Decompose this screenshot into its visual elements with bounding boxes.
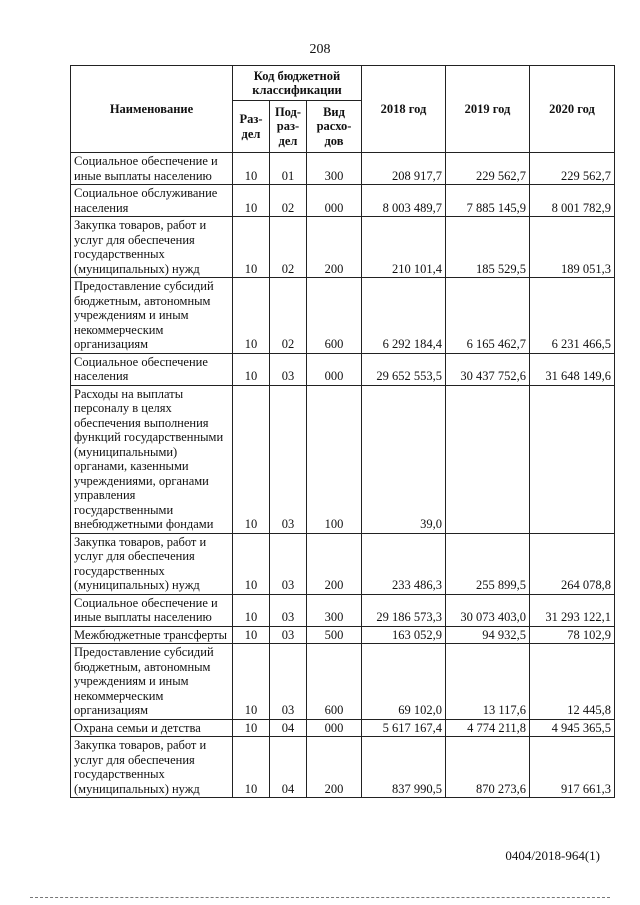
header-row-1 [71,66,615,101]
cell-pr: 02 [270,217,307,278]
cell-vr: 600 [307,644,362,720]
cell-pr: 03 [270,644,307,720]
cell-vr: 000 [307,353,362,385]
cell-vr: 300 [307,153,362,185]
cell-vr: 200 [307,217,362,278]
cell-pr: 03 [270,533,307,594]
cell-y2: 94 932,5 [446,626,530,644]
cell-name: Закупка товаров, работ и услуг для обеспечения государственных (муниципальных) нужд [71,533,233,594]
cell-y1: 233 486,3 [362,533,446,594]
cell-name: Социальное обеспечение и иные выплаты населению [71,594,233,626]
table-row [71,217,615,278]
cell-y1: 837 990,5 [362,737,446,798]
cell-vr: 000 [307,719,362,737]
header-vid: Вид расхо- дов [307,101,362,153]
cell-y3: 78 102,9 [530,626,615,644]
cell-pr: 04 [270,737,307,798]
header-podrazdel: Под- раз- дел [270,101,307,153]
cell-pr: 02 [270,185,307,217]
cell-name: Социальное обслуживание населения [71,185,233,217]
cell-pr: 03 [270,353,307,385]
scan-artifact-line [30,897,610,898]
cell-y3: 8 001 782,9 [530,185,615,217]
cell-y1: 6 292 184,4 [362,278,446,354]
cell-name: Закупка товаров, работ и услуг для обеспечения государственных (муниципальных) нужд [71,217,233,278]
cell-y2: 4 774 211,8 [446,719,530,737]
cell-vr: 100 [307,385,362,533]
cell-pr: 03 [270,594,307,626]
cell-y3: 4 945 365,5 [530,719,615,737]
cell-name: Межбюджетные трансферты [71,626,233,644]
table-row [71,385,615,533]
cell-vr: 300 [307,594,362,626]
cell-pr: 02 [270,278,307,354]
cell-y1: 39,0 [362,385,446,533]
table-row [71,644,615,720]
cell-name: Расходы на выплаты персоналу в целях обеспечения выполнения функций государственными (муниципальными) органами, казенными учреждениями, органами управления государственными внебюджетными фондами [71,385,233,533]
cell-name: Закупка товаров, работ и услуг для обеспечения государственных (муниципальных) нужд [71,737,233,798]
cell-name: Охрана семьи и детства [71,719,233,737]
table-row [71,594,615,626]
table-row [71,533,615,594]
table-row [71,353,615,385]
cell-y1: 5 617 167,4 [362,719,446,737]
cell-rz: 10 [233,278,270,354]
cell-y2: 185 529,5 [446,217,530,278]
cell-pr: 03 [270,626,307,644]
cell-rz: 10 [233,719,270,737]
cell-name: Предоставление субсидий бюджетным, автономным учреждениям и иным некоммерческим организациям [71,278,233,354]
cell-name: Социальное обеспечение и иные выплаты населению [71,153,233,185]
cell-y1: 8 003 489,7 [362,185,446,217]
cell-y1: 29 186 573,3 [362,594,446,626]
cell-y3 [530,385,615,533]
cell-vr: 200 [307,533,362,594]
header-year-2019: 2019 год [446,66,530,153]
cell-rz: 10 [233,737,270,798]
cell-y3: 189 051,3 [530,217,615,278]
header-year-2020: 2020 год [530,66,615,153]
cell-rz: 10 [233,353,270,385]
budget-table [70,65,615,798]
cell-pr: 03 [270,385,307,533]
cell-y2: 30 073 403,0 [446,594,530,626]
cell-vr: 200 [307,737,362,798]
cell-y2: 30 437 752,6 [446,353,530,385]
cell-y2 [446,385,530,533]
cell-y1: 69 102,0 [362,644,446,720]
cell-rz: 10 [233,533,270,594]
header-year-2018: 2018 год [362,66,446,153]
cell-vr: 000 [307,185,362,217]
cell-name: Предоставление субсидий бюджетным, автономным учреждениям и иным некоммерческим организациям [71,644,233,720]
header-name: Наименование [71,66,233,153]
cell-name: Социальное обеспечение населения [71,353,233,385]
cell-y3: 31 293 122,1 [530,594,615,626]
cell-y2: 229 562,7 [446,153,530,185]
cell-rz: 10 [233,626,270,644]
cell-y1: 29 652 553,5 [362,353,446,385]
cell-y3: 6 231 466,5 [530,278,615,354]
cell-y2: 7 885 145,9 [446,185,530,217]
cell-y1: 208 917,7 [362,153,446,185]
cell-rz: 10 [233,644,270,720]
table-row [71,626,615,644]
cell-vr: 600 [307,278,362,354]
page-number: 208 [309,42,331,57]
table-row [71,185,615,217]
cell-y3: 31 648 149,6 [530,353,615,385]
cell-y1: 163 052,9 [362,626,446,644]
header-code-group: Код бюджетной классификации [233,66,362,101]
cell-y2: 6 165 462,7 [446,278,530,354]
cell-rz: 10 [233,594,270,626]
document-code: 0404/2018-964(1) [505,848,600,863]
cell-y2: 870 273,6 [446,737,530,798]
table-row [71,278,615,354]
cell-y3: 12 445,8 [530,644,615,720]
cell-y3: 264 078,8 [530,533,615,594]
cell-rz: 10 [233,217,270,278]
cell-pr: 01 [270,153,307,185]
cell-y3: 917 661,3 [530,737,615,798]
cell-y1: 210 101,4 [362,217,446,278]
cell-vr: 500 [307,626,362,644]
header-razdel: Раз- дел [233,101,270,153]
cell-y2: 255 899,5 [446,533,530,594]
cell-pr: 04 [270,719,307,737]
cell-rz: 10 [233,185,270,217]
cell-y2: 13 117,6 [446,644,530,720]
cell-rz: 10 [233,385,270,533]
cell-y3: 229 562,7 [530,153,615,185]
table-row [71,719,615,737]
table-row [71,153,615,185]
table-row [71,737,615,798]
cell-rz: 10 [233,153,270,185]
